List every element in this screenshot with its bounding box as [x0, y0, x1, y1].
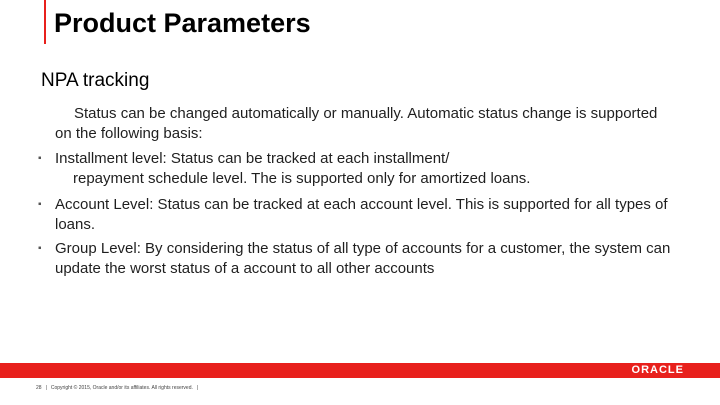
title-accent-bar [44, 0, 46, 44]
bullet-item-account [38, 195, 705, 235]
bullet-text: Group Level: By considering the status of all type of accounts for a customer, the system can update the worst status of a account to all other accounts [55, 240, 671, 277]
footer-separator: | [196, 385, 199, 391]
copyright-text: Copyright © 2015, Oracle and/or its affiliates. All rights reserved. [50, 385, 193, 391]
bullet-item-installment [38, 149, 705, 189]
footer-brand-bar [0, 363, 720, 378]
bullet-icon: ▪ [38, 199, 42, 210]
bullet-text-line: repayment schedule level. The is supported only for amortized loans. [73, 170, 531, 187]
slide-title: Product Parameters [54, 8, 311, 38]
page-number: 28 [36, 385, 42, 391]
footer-separator: | [45, 385, 47, 391]
footer [36, 385, 202, 391]
bullet-text-line: Installment level: Status can be tracked at each installment/ [55, 150, 450, 167]
oracle-logo: ORACLE [631, 364, 684, 376]
bullet-item-group [38, 239, 705, 279]
bullet-text: Account Level: Status can be tracked at each account level. This is supported for all types of loans. [55, 196, 668, 233]
intro-paragraph: Status can be changed automatically or manually. Automatic status change is supported on the following basis: [55, 105, 658, 142]
bullet-icon: ▪ [38, 153, 42, 164]
slide-subtitle: NPA tracking [41, 70, 150, 91]
bullet-icon: ▪ [38, 243, 42, 254]
